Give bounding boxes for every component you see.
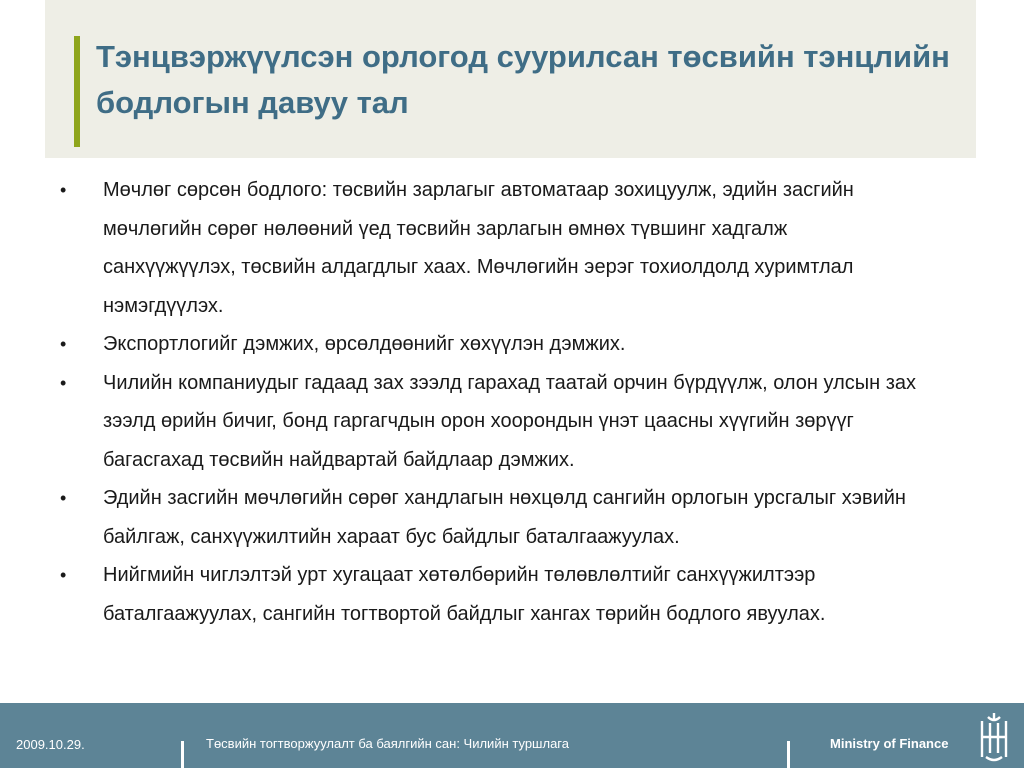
footer-ministry-name: Ministry of Finance — [830, 736, 949, 751]
bullet-text: Экспортлогийг дэмжих, өрсөлдөөнийг хөхүүлэн дэмжих. — [103, 333, 626, 355]
bullet-marker: • — [60, 565, 67, 585]
bullet-marker: • — [60, 334, 67, 354]
footer-divider — [787, 741, 790, 768]
footer-divider — [181, 741, 184, 768]
bullet-list — [0, 171, 1024, 633]
bullet-text: Эдийн засгийн мөчлөгийн сөрөг хандлагын нөхцөлд сангийн орлогын урсгалыг хэвийн байлгаж, санхүүжилтийн хараат бус байдлыг баталгаажуулах. — [103, 487, 906, 548]
ministry-emblem-icon — [974, 711, 1014, 763]
bullet-text: Нийгмийн чиглэлтэй урт хугацаат хөтөлбөрийн төлөвлөлтийг санхүүжилтээр баталгаажуулах, сангийн тогтвортой байдлыг хангах төрийн бодлого явуулах. — [103, 564, 826, 625]
bullet-text: Мөчлөг сөрсөн бодлого: төсвийн зарлагыг автоматаар зохицуулж, эдийн засгийн мөчлөгийн сөрөг нөлөөний үед төсвийн зарлагын өмнөх түвшинг хадгалж санхүүжүүлэх, төсвийн алдагдлыг хаах. Мөчлөгийн эерэг тохиолдолд хуримтлал нэмэгдүүлэх. — [103, 179, 854, 317]
bullet-text: Чилийн компаниудыг гадаад зах зээлд гарахад таатай орчин бүрдүүлж, олон улсын зах зээлд өрийн бичиг, бонд гаргагчдын орон хоорондын үнэт цаасны хүүгийн зөрүүг багасгахад төсвийн найдвартай байдлаар дэмжих. — [103, 371, 917, 471]
footer-bar — [0, 703, 1024, 768]
bullet-marker: • — [60, 180, 67, 200]
bullet-marker: • — [60, 372, 67, 393]
bullet-item — [0, 171, 923, 325]
bullet-item — [0, 364, 923, 480]
bullet-item — [0, 479, 923, 556]
bullet-item — [0, 556, 923, 633]
footer-subtitle: Төсвийн тогтворжуулалт ба баялгийн сан: Чилийн туршлага — [206, 736, 569, 751]
bullet-item — [0, 325, 923, 364]
footer-date: 2009.10.29. — [16, 737, 85, 752]
bullet-marker: • — [60, 488, 67, 508]
title-accent-bar — [74, 36, 80, 147]
slide-title: Тэнцвэржүүлсэн орлогод суурилсан төсвийн тэнцлийн бодлогын давуу тал — [96, 39, 950, 120]
